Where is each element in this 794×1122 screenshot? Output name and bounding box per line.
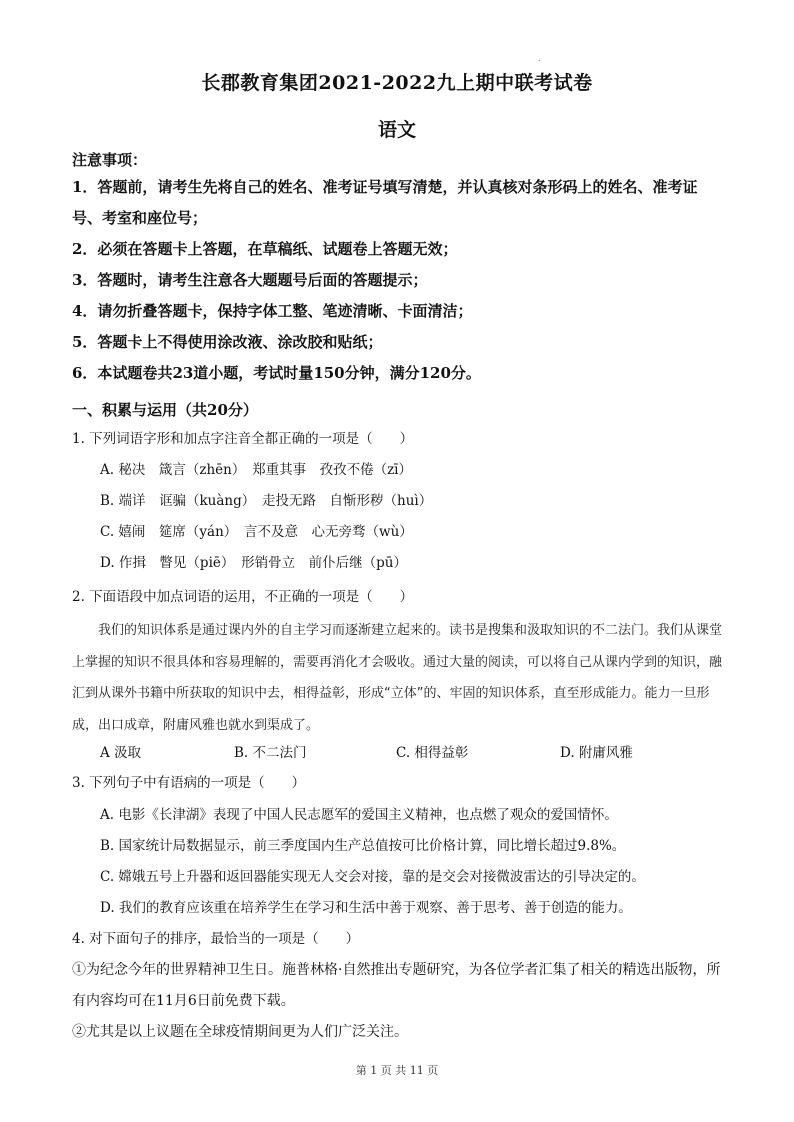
question-2-choice-b: B. 不二法门	[234, 745, 307, 761]
question-3-option-b: B. 国家统计局数据显示，前三季度国内生产总值按可比价格计算，同比增长超过9.8%。	[100, 838, 626, 854]
question-1-option-a: A. 秘决 箴言（zhēn） 郑重其事 孜孜不倦（zī）	[100, 462, 413, 478]
note-item: 6．本试题卷共23道小题，考试时量150分钟，满分120分。	[72, 364, 481, 382]
note-item: 5．答题卡上不得使用涂改液、涂改胶和贴纸；	[72, 333, 383, 351]
question-1-option-d: D. 作揖 瞥见（piē） 形销骨立 前仆后继（pū）	[100, 555, 407, 571]
question-1-option-b: B. 端详 诓骗（kuàng） 走投无路 自惭形秽（huì）	[100, 493, 433, 509]
question-2-stem: 2. 下面语段中加点词语的运用，不正确的一项是（ ）	[72, 589, 414, 605]
question-2-choice-c: C. 相得益彰	[396, 745, 469, 761]
question-1-option-c: C. 嬉闹 筵席（yán） 言不及意 心无旁骛（wù）	[100, 524, 413, 540]
question-3-option-d: D. 我们的教育应该重在培养学生在学习和生活中善于观察、善于思考、善于创造的能力。	[100, 900, 632, 916]
stray-mark: .	[538, 54, 541, 63]
question-2-choice-d: D. 附庸风雅	[560, 745, 633, 761]
subject-title: 语文	[377, 119, 416, 141]
notes-block	[72, 148, 722, 389]
question-1-stem: 1. 下列词语字形和加点字注音全都正确的一项是（ ）	[72, 431, 414, 447]
question-2-choice-a: A 汲取	[100, 745, 142, 761]
notes-title: 注意事项：	[72, 151, 148, 169]
page-footer: 第 1 页 共 11 页	[355, 1064, 439, 1077]
question-4-sentence-1: ①为纪念今年的世界精神卫生日。施普林格·自然推出专题研究，为各位学者汇集了相关的精选出版物，所有内容均可在11月6日前免费下载。	[72, 962, 721, 1009]
exam-title: 长郡教育集团2021-2022九上期中联考试卷	[201, 72, 593, 94]
question-3-stem: 3. 下列句子中有语病的一项是（ ）	[72, 775, 306, 791]
question-4-stem: 4. 对下面句子的排序，最恰当的一项是（ ）	[72, 931, 360, 947]
note-item: 3．答题时，请考生注意各大题题号后面的答题提示；	[72, 271, 428, 289]
question-3-option-c: C. 嫦娥五号上升器和返回器能实现无人交会对接，靠的是交会对接微波雷达的引导决定的。	[100, 869, 645, 885]
section-heading: 一、积累与运用（共20分）	[72, 401, 258, 419]
note-item: 4．请勿折叠答题卡，保持字体工整、笔迹清晰、卡面清洁；	[72, 302, 473, 320]
note-item: 1．答题前，请考生先将自己的姓名、准考证号填写清楚，并认真核对条形码上的姓名、准考证号、考室和座位号；	[72, 178, 698, 227]
question-3-option-a: A. 电影《长津湖》表现了中国人民志愿军的爱国主义精神，也点燃了观众的爱国情怀。	[100, 807, 618, 823]
question-2-passage: 我们的知识体系是通过课内外的自主学习而逐渐建立起来的。读书是搜集和汲取知识的不二法门。我们从课堂上掌握的知识不很具体和容易理解的，需要再消化才会吸收。通过大量的阅读，可以将自己从课内学到的知识，融汇到从课外书籍中所获取的知识中去，相得益彰，形成“立体”的、牢固的知识体系，直至形成能力。能力一旦形成，出口成章，附庸风雅也就水到渠成了。	[72, 623, 723, 733]
note-item: 2．必须在答题卡上答题，在草稿纸、试题卷上答题无效；	[72, 240, 458, 258]
question-4-sentence-2: ②尤其是以上议题在全球疫情期间更为人们广泛关注。	[72, 1024, 408, 1040]
